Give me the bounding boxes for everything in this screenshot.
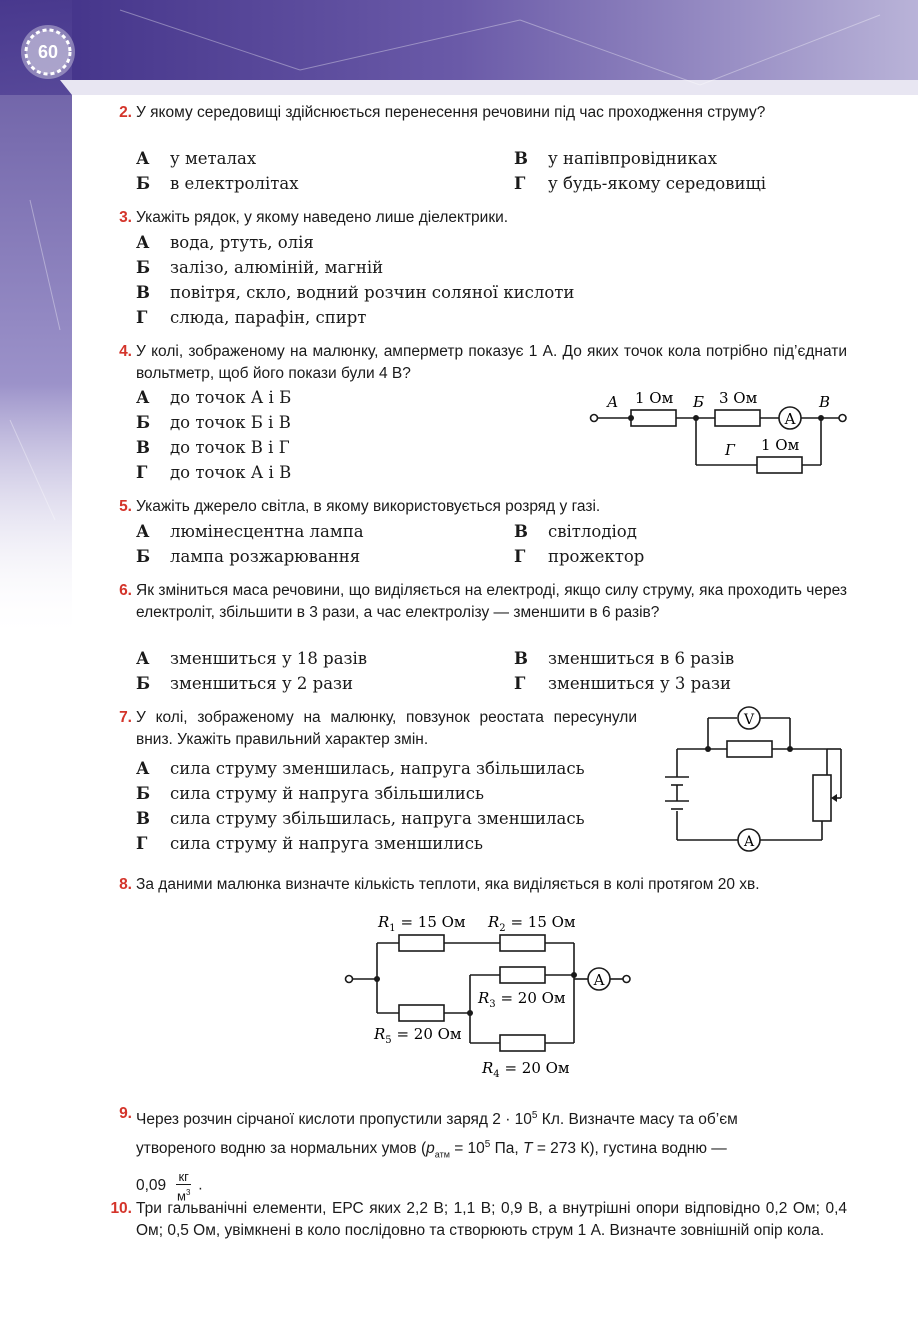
point-a-label: А: [607, 393, 619, 411]
option-a[interactable]: А сила струму зменшилась, напруга збільшилась: [136, 759, 585, 778]
option-v[interactable]: В сила струму збільшилась, напруга зменшилась: [136, 809, 585, 828]
option-b[interactable]: Б лампа розжарювання: [136, 547, 361, 566]
resistor-2-label: $R_2 = 15$ Ом: [488, 913, 576, 934]
question-text: У колі, зображеному на малюнку, амперметр показує 1 А. До яких точок кола потрібно під’єднати вольтметр, щоб його покази були 4 В?: [136, 343, 847, 382]
option-a[interactable]: А люмінесцентна лампа: [136, 522, 364, 541]
option-b[interactable]: Б до точок Б і В: [136, 413, 291, 432]
question-2: [112, 102, 847, 124]
resistor-4-label: $R_4 = 20$ Ом: [482, 1059, 570, 1080]
option-g[interactable]: Г сила струму й напруга зменшились: [136, 834, 483, 853]
option-a[interactable]: А до точок А і Б: [136, 388, 292, 407]
point-g-label: Г: [725, 441, 735, 459]
question-6: [112, 580, 847, 624]
question-5: [112, 496, 847, 518]
resistor-1-label: $R_1 = 15$ Ом: [378, 913, 466, 934]
question-number: 3.: [119, 209, 132, 226]
question-text: За даними малюнка визначте кількість теплоти, яка виділяється в колі протягом 20 хв.: [136, 876, 760, 893]
option-g[interactable]: Г до точок А і В: [136, 463, 292, 482]
resistor-1-label: 1 Ом: [635, 389, 674, 407]
question-number: 10.: [110, 1200, 132, 1217]
ammeter-label: A: [784, 410, 796, 428]
option-a[interactable]: А вода, ртуть, олія: [136, 233, 314, 252]
question-text: У якому середовищі здійснюється перенесення речовини під час проходження струму?: [136, 104, 766, 121]
option-v[interactable]: В повітря, скло, водний розчин соляної кислоти: [136, 283, 575, 302]
option-v[interactable]: В у напівпровідниках: [514, 149, 718, 168]
page-number: 60: [37, 42, 59, 62]
question-number: 9.: [119, 1105, 132, 1122]
resistor-2-label: 3 Ом: [719, 389, 758, 407]
question-7: [112, 707, 637, 751]
question-number: 7.: [119, 709, 132, 726]
option-a[interactable]: А зменшиться у 18 разів: [136, 649, 368, 668]
question-number: 4.: [119, 343, 132, 360]
ammeter-label: A: [743, 834, 755, 850]
question-text: Три гальванічні елементи, ЕРС яких 2,2 В; 1,1 В; 0,9 В, а внутрішні опори відповідно 0,2 Ом; 0,4 Ом; 0,5 Ом, увімкнені в коло послідовно та створюють струм 1 А. Визначте зовнішній опір кола.: [136, 1200, 847, 1239]
option-b[interactable]: Б сила струму й напруга збільшились: [136, 784, 485, 803]
question-text: Як зміниться маса речовини, що виділяється на електроді, якщо силу струму, яка проходить через електроліт, збільшити в 3 рази, а час електролізу — зменшити в 6 разів?: [136, 582, 847, 621]
option-a[interactable]: А у металах: [136, 149, 257, 168]
question-10: [112, 1198, 847, 1242]
question-8: [112, 874, 847, 896]
question-4: [112, 341, 847, 385]
question-9: [112, 1103, 847, 1204]
question-number: 8.: [119, 876, 132, 893]
page-number-badge: [18, 22, 78, 82]
question-text: У колі, зображеному на малюнку, повзунок реостата пересунули вниз. Укажіть правильний характер змін.: [136, 709, 637, 748]
option-g[interactable]: Г зменшиться у 3 рази: [514, 674, 732, 693]
voltmeter-label: V: [743, 712, 755, 728]
question-text: Укажіть джерело світла, в якому використовується розряд у газі.: [136, 498, 601, 515]
option-g[interactable]: Г слюда, парафін, спирт: [136, 308, 367, 327]
question-number: 6.: [119, 582, 132, 599]
option-b[interactable]: Б залізо, алюміній, магній: [136, 258, 384, 277]
resistor-3-label: $R_3 = 20$ Ом: [478, 989, 566, 1010]
option-v[interactable]: В зменшиться в 6 разів: [514, 649, 735, 668]
option-b[interactable]: Б зменшиться у 2 рази: [136, 674, 354, 693]
option-v[interactable]: В світлодіод: [514, 522, 637, 541]
option-g[interactable]: Г прожектор: [514, 547, 645, 566]
circuit-diagram-q8: [338, 905, 638, 1085]
point-v-label: В: [819, 393, 831, 411]
resistor-5-label: $R_5 = 20$ Ом: [374, 1025, 462, 1046]
question-text: Укажіть рядок, у якому наведено лише діелектрики.: [136, 209, 509, 226]
fraction: кг $м^3$: [177, 1169, 191, 1204]
question-text: Через розчин сірчаної кислоти пропустили заряд $2 \cdot 10^5$ Кл. Визначте масу та об’єм утвореного водню за нормальних умов ($p_{атм} = 10^5$ Па, T = 273 К), густина водню — 0,09 кг $м^3$ .: [136, 1110, 738, 1204]
question-number: 5.: [119, 498, 132, 515]
circuit-diagram-q7: [655, 703, 855, 858]
option-b[interactable]: Б в електролітах: [136, 174, 299, 193]
option-g[interactable]: Г у будь-якому середовищі: [514, 174, 767, 193]
circuit-diagram-q4: [585, 385, 855, 480]
question-number: 2.: [119, 104, 132, 121]
question-3: [112, 207, 847, 229]
option-v[interactable]: В до точок В і Г: [136, 438, 290, 457]
ammeter-label: A: [593, 971, 605, 989]
point-b-label: Б: [693, 393, 705, 411]
resistor-3-label: 1 Ом: [761, 436, 800, 454]
